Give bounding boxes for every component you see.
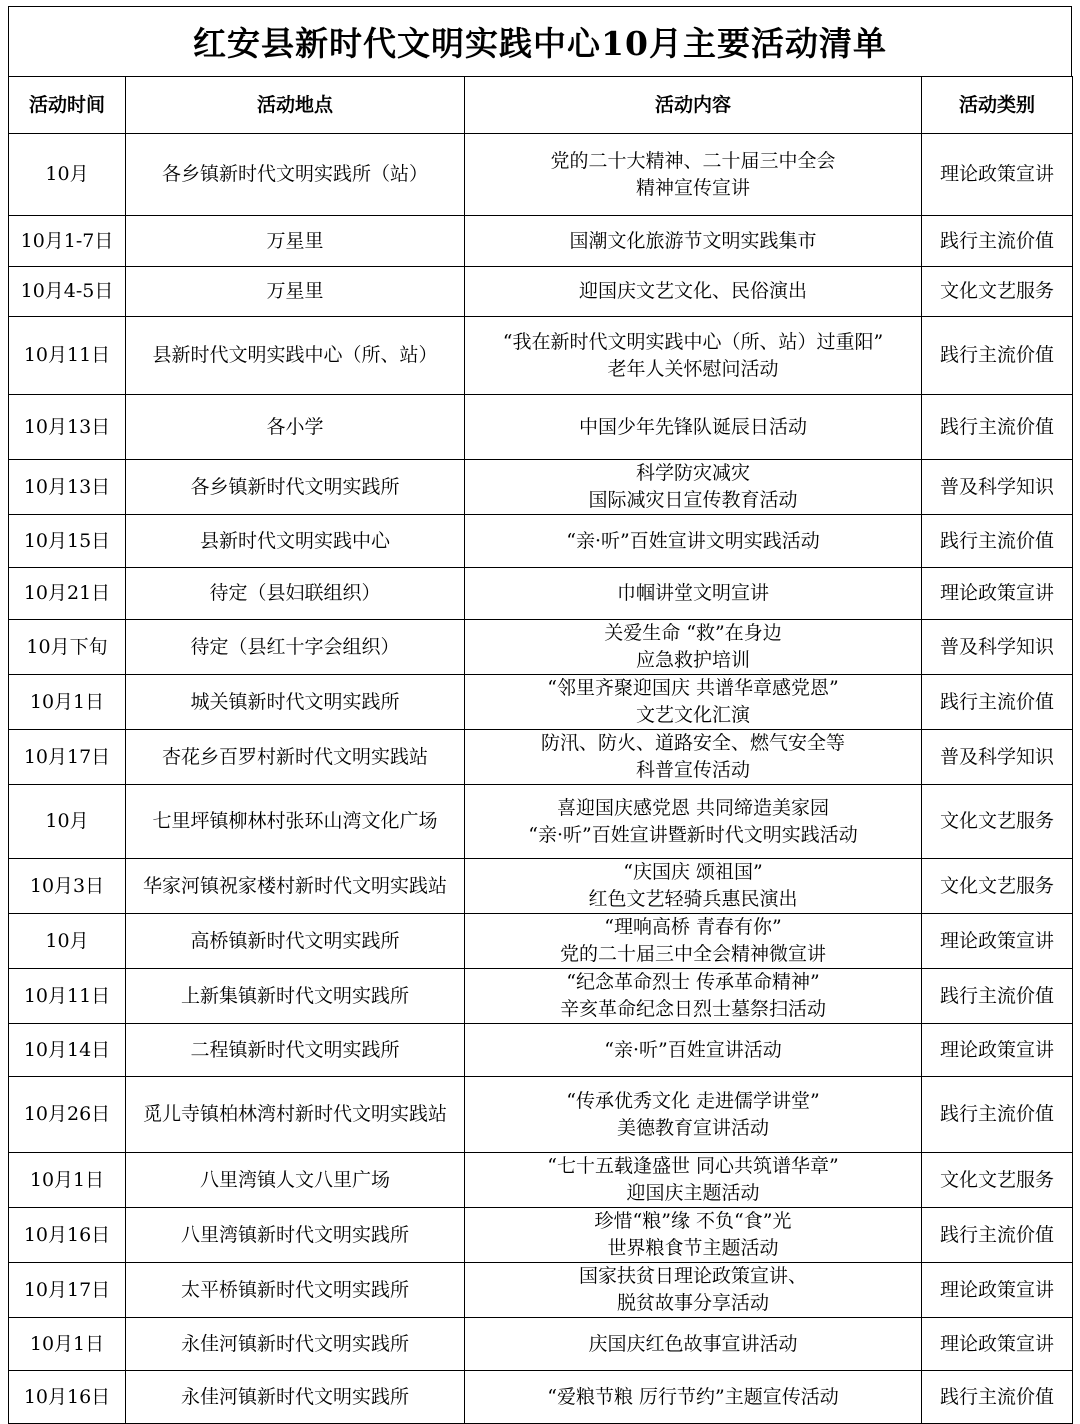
- cell-time: 10月21日: [9, 568, 126, 620]
- content-line: “纪念革命烈士 传承革命精神”: [566, 971, 820, 993]
- header-content: 活动内容: [465, 77, 922, 134]
- cell-content: [465, 620, 922, 675]
- cell-place: 高桥镇新时代文明实践所: [126, 914, 465, 969]
- cell-category: 理论政策宣讲: [922, 1024, 1073, 1077]
- cell-time: 10月1日: [9, 1153, 126, 1208]
- header-category: 活动类别: [922, 77, 1073, 134]
- cell-place: 县新时代文明实践中心: [126, 515, 465, 568]
- content-line: 迎国庆主题活动: [626, 1182, 760, 1204]
- table-row: [9, 1371, 1073, 1424]
- cell-place: 待定（县妇联组织）: [126, 568, 465, 620]
- content-line: 喜迎国庆感党恩 共同缔造美家园: [556, 796, 830, 819]
- cell-content: [465, 1153, 922, 1208]
- table-row: [9, 620, 1073, 675]
- cell-time: 10月14日: [9, 1024, 126, 1077]
- cell-content: [465, 730, 922, 785]
- cell-category: 践行主流价值: [922, 515, 1073, 568]
- cell-category: 践行主流价值: [922, 1208, 1073, 1263]
- cell-content: [465, 785, 922, 859]
- cell-category: 践行主流价值: [922, 1077, 1073, 1153]
- content-line: 辛亥革命纪念日烈士墓祭扫活动: [559, 998, 826, 1020]
- content-line: “亲·听”百姓宣讲活动: [604, 1038, 782, 1061]
- cell-content: [465, 1024, 922, 1077]
- cell-category: 践行主流价值: [922, 969, 1073, 1024]
- content-line: 迎国庆文艺文化、民俗演出: [578, 280, 807, 302]
- cell-content: [465, 1208, 922, 1263]
- cell-category: 普及科学知识: [922, 460, 1073, 515]
- cell-time: 10月13日: [9, 460, 126, 515]
- cell-content: [465, 568, 922, 620]
- content-line: “爱粮节粮 厉行节约”主题宣传活动: [547, 1385, 839, 1408]
- cell-place: 八里湾镇新时代文明实践所: [126, 1208, 465, 1263]
- table-row: [9, 460, 1073, 515]
- cell-category: 理论政策宣讲: [922, 134, 1073, 216]
- cell-place: 待定（县红十字会组织）: [126, 620, 465, 675]
- content-line: 国际减灾日宣传教育活动: [588, 489, 798, 511]
- cell-content: [465, 216, 922, 267]
- cell-place: 万星里: [126, 216, 465, 267]
- cell-time: 10月1日: [9, 675, 126, 730]
- content-line: 文艺文化汇演: [635, 704, 750, 726]
- title-box: [8, 6, 1072, 76]
- cell-time: 10月16日: [9, 1371, 126, 1424]
- content-line: “亲·听”百姓宣讲文明实践活动: [566, 529, 820, 552]
- cell-category: 理论政策宣讲: [922, 914, 1073, 969]
- content-line: 防汛、防火、道路安全、燃气安全等: [540, 732, 845, 754]
- table-row: [9, 859, 1073, 914]
- table-row: [9, 1263, 1073, 1318]
- cell-category: 践行主流价值: [922, 1371, 1073, 1424]
- cell-content: [465, 317, 922, 395]
- cell-place: 二程镇新时代文明实践所: [126, 1024, 465, 1077]
- cell-place: 各小学: [126, 395, 465, 460]
- table-row: [9, 1208, 1073, 1263]
- content-line: “传承优秀文化 走进儒学讲堂”: [566, 1089, 820, 1112]
- content-line: 国潮文化旅游节文明实践集市: [569, 229, 817, 252]
- content-line: 科普宣传活动: [635, 759, 750, 781]
- table-row: [9, 730, 1073, 785]
- cell-time: 10月: [9, 914, 126, 969]
- cell-content: [465, 1263, 922, 1318]
- table-row: [9, 267, 1073, 317]
- content-line: 关爱生命 “救”在身边: [604, 622, 782, 644]
- table-row: [9, 785, 1073, 859]
- cell-content: [465, 395, 922, 460]
- content-line: 党的二十届三中全会精神微宣讲: [559, 943, 826, 965]
- cell-content: [465, 267, 922, 317]
- cell-category: 文化文艺服务: [922, 267, 1073, 317]
- cell-content: [465, 134, 922, 216]
- table-row: [9, 568, 1073, 620]
- cell-place: 永佳河镇新时代文明实践所: [126, 1371, 465, 1424]
- table-row: [9, 1318, 1073, 1371]
- content-line: 国家扶贫日理论政策宣讲、: [578, 1265, 807, 1287]
- cell-category: 文化文艺服务: [922, 785, 1073, 859]
- content-line: “邻里齐聚迎国庆 共谱华章感党恩”: [547, 677, 839, 699]
- cell-category: 文化文艺服务: [922, 859, 1073, 914]
- cell-category: 践行主流价值: [922, 317, 1073, 395]
- content-line: 巾帼讲堂文明宣讲: [616, 582, 769, 604]
- table-row: [9, 395, 1073, 460]
- cell-time: 10月17日: [9, 730, 126, 785]
- cell-time: 10月4-5日: [9, 267, 126, 317]
- content-line: 科学防灾减灾: [635, 462, 750, 484]
- cell-content: [465, 914, 922, 969]
- cell-time: 10月1-7日: [9, 216, 126, 267]
- table-body: [9, 134, 1073, 1424]
- cell-time: 10月16日: [9, 1208, 126, 1263]
- cell-content: [465, 460, 922, 515]
- cell-time: 10月1日: [9, 1318, 126, 1371]
- content-line: 世界粮食节主题活动: [607, 1237, 779, 1259]
- table-row: [9, 675, 1073, 730]
- content-line: “亲·听”百姓宣讲暨新时代文明实践活动: [528, 823, 858, 846]
- cell-time: 10月13日: [9, 395, 126, 460]
- cell-place: 各乡镇新时代文明实践所（站）: [126, 134, 465, 216]
- cell-time: 10月15日: [9, 515, 126, 568]
- cell-content: [465, 515, 922, 568]
- content-line: 珍惜“粮”缘 不负“食”光: [594, 1210, 792, 1232]
- content-line: 党的二十大精神、二十届三中全会: [550, 149, 836, 172]
- cell-category: 理论政策宣讲: [922, 1318, 1073, 1371]
- table-row: [9, 1024, 1073, 1077]
- table-row: [9, 317, 1073, 395]
- cell-time: 10月下旬: [9, 620, 126, 675]
- cell-time: 10月11日: [9, 969, 126, 1024]
- content-line: 应急救护培训: [635, 649, 750, 671]
- table-row: [9, 134, 1073, 216]
- cell-place: 太平桥镇新时代文明实践所: [126, 1263, 465, 1318]
- cell-category: 践行主流价值: [922, 395, 1073, 460]
- cell-time: 10月11日: [9, 317, 126, 395]
- cell-category: 文化文艺服务: [922, 1153, 1073, 1208]
- cell-category: 普及科学知识: [922, 730, 1073, 785]
- content-line: 脱贫故事分享活动: [616, 1292, 769, 1314]
- cell-place: 上新集镇新时代文明实践所: [126, 969, 465, 1024]
- cell-content: [465, 859, 922, 914]
- content-line: 美德教育宣讲活动: [616, 1116, 769, 1139]
- cell-category: 理论政策宣讲: [922, 1263, 1073, 1318]
- content-line: 庆国庆红色故事宣讲活动: [588, 1332, 798, 1355]
- table-row: [9, 914, 1073, 969]
- cell-time: 10月26日: [9, 1077, 126, 1153]
- cell-time: 10月: [9, 785, 126, 859]
- cell-category: 践行主流价值: [922, 216, 1073, 267]
- cell-content: [465, 969, 922, 1024]
- table-row: [9, 969, 1073, 1024]
- table-row: [9, 1077, 1073, 1153]
- cell-content: [465, 1077, 922, 1153]
- cell-category: 普及科学知识: [922, 620, 1073, 675]
- content-line: “我在新时代文明实践中心（所、站）过重阳”: [502, 330, 884, 353]
- content-line: “七十五载逢盛世 同心共筑谱华章”: [547, 1155, 839, 1177]
- activity-table: [8, 76, 1073, 1424]
- cell-place: 万星里: [126, 267, 465, 317]
- cell-time: 10月3日: [9, 859, 126, 914]
- content-line: “庆国庆 颂祖国”: [623, 861, 763, 883]
- cell-content: [465, 675, 922, 730]
- header-time: 活动时间: [9, 77, 126, 134]
- cell-place: 八里湾镇人文八里广场: [126, 1153, 465, 1208]
- cell-place: 城关镇新时代文明实践所: [126, 675, 465, 730]
- content-line: 红色文艺轻骑兵惠民演出: [588, 888, 798, 910]
- content-line: “理响高桥 青春有你”: [604, 916, 782, 938]
- cell-place: 永佳河镇新时代文明实践所: [126, 1318, 465, 1371]
- table-row: [9, 216, 1073, 267]
- cell-place: 县新时代文明实践中心（所、站）: [126, 317, 465, 395]
- cell-category: 践行主流价值: [922, 675, 1073, 730]
- header-place: 活动地点: [126, 77, 465, 134]
- cell-place: 七里坪镇柳林村张环山湾文化广场: [126, 785, 465, 859]
- cell-place: 觅儿寺镇柏林湾村新时代文明实践站: [126, 1077, 465, 1153]
- content-line: 精神宣传宣讲: [635, 176, 750, 199]
- table-row: [9, 1153, 1073, 1208]
- table-header-row: [9, 77, 1073, 134]
- cell-place: 各乡镇新时代文明实践所: [126, 460, 465, 515]
- content-line: 中国少年先锋队诞辰日活动: [578, 415, 807, 438]
- cell-place: 杏花乡百罗村新时代文明实践站: [126, 730, 465, 785]
- cell-content: [465, 1318, 922, 1371]
- cell-place: 华家河镇祝家楼村新时代文明实践站: [126, 859, 465, 914]
- cell-content: [465, 1371, 922, 1424]
- cell-time: 10月: [9, 134, 126, 216]
- cell-time: 10月17日: [9, 1263, 126, 1318]
- table-row: [9, 515, 1073, 568]
- cell-category: 理论政策宣讲: [922, 568, 1073, 620]
- content-line: 老年人关怀慰问活动: [607, 357, 779, 380]
- page-title: 红安县新时代文明实践中心10月主要活动清单: [193, 24, 887, 63]
